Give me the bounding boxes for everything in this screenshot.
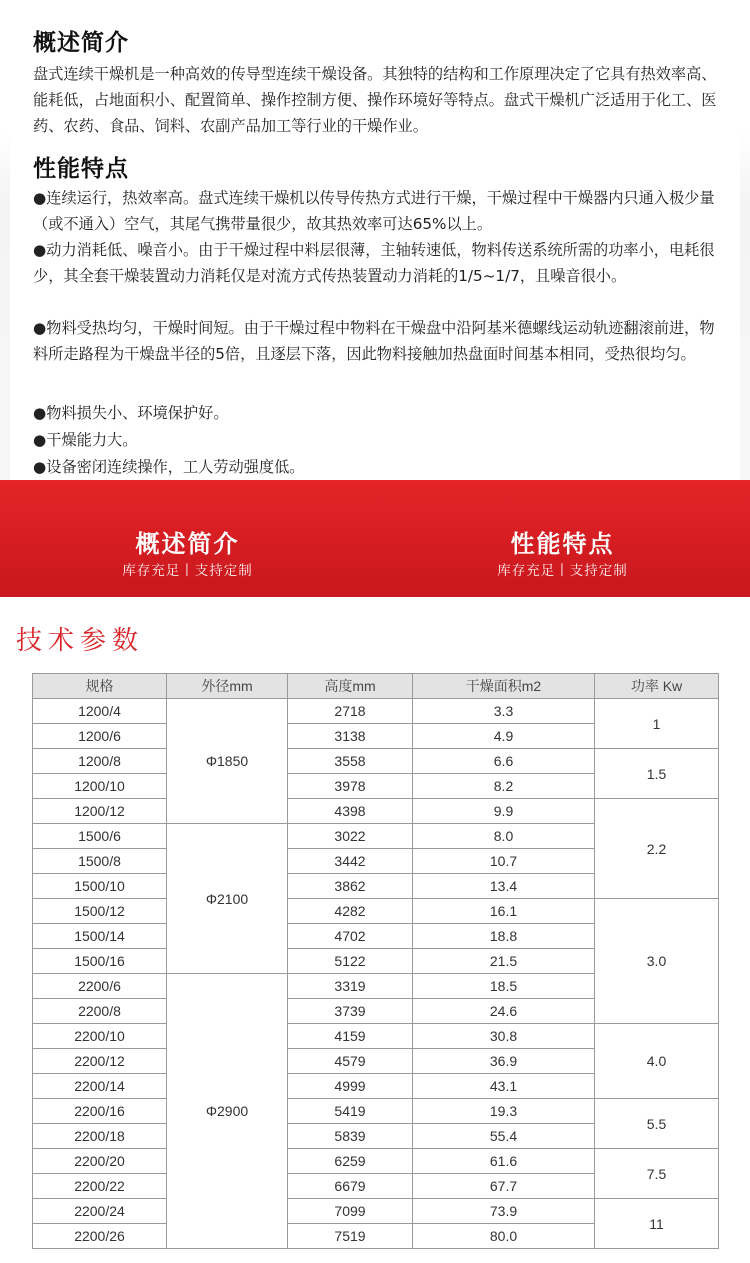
drying-area-cell: 9.9 [413,799,595,824]
drying-area-cell: 80.0 [413,1224,595,1249]
spec-model-cell: 2200/22 [33,1174,167,1199]
drying-area-cell: 8.0 [413,824,595,849]
height-cell: 3978 [288,774,413,799]
drying-area-cell: 4.9 [413,724,595,749]
header-cell: 功率 Kw [595,674,719,699]
banner-overview-title: 概述简介 [135,530,240,558]
spec-model-cell: 1500/6 [33,824,167,849]
spec-model-cell: 1500/14 [33,924,167,949]
banner-features-link[interactable] [375,480,750,597]
table-row [33,749,719,774]
banner-features-title: 性能特点 [510,530,615,558]
outer-diameter-cell: Φ2900 [167,974,288,1249]
red-banner [0,480,750,597]
feature-item-4: ●物料损失小、环境保护好。 [33,404,229,422]
power-cell: 7.5 [595,1149,719,1199]
spec-model-cell: 2200/6 [33,974,167,999]
drying-area-cell: 8.2 [413,774,595,799]
power-cell: 3.0 [595,899,719,1024]
spec-table-head [33,674,719,699]
feature-item-5: ●干燥能力大。 [33,431,138,449]
drying-area-cell: 55.4 [413,1124,595,1149]
spec-model-cell: 1200/12 [33,799,167,824]
spec-model-cell: 2200/18 [33,1124,167,1149]
drying-area-cell: 10.7 [413,849,595,874]
drying-area-cell: 43.1 [413,1074,595,1099]
outer-diameter-cell: Φ2100 [167,824,288,974]
power-cell: 2.2 [595,799,719,899]
header-cell: 规格 [33,674,167,699]
spec-table [32,673,719,1249]
height-cell: 6259 [288,1149,413,1174]
spec-model-cell: 2200/14 [33,1074,167,1099]
spec-model-cell: 1500/12 [33,899,167,924]
drying-area-cell: 13.4 [413,874,595,899]
height-cell: 2718 [288,699,413,724]
spec-model-cell: 2200/8 [33,999,167,1024]
height-cell: 3558 [288,749,413,774]
drying-area-cell: 16.1 [413,899,595,924]
banner-overview-link[interactable] [0,480,375,597]
height-cell: 5122 [288,949,413,974]
table-row [33,799,719,824]
spec-model-cell: 2200/26 [33,1224,167,1249]
height-cell: 3739 [288,999,413,1024]
drying-area-cell: 6.6 [413,749,595,774]
table-row [33,1199,719,1224]
height-cell: 3022 [288,824,413,849]
drying-area-cell: 21.5 [413,949,595,974]
power-cell: 5.5 [595,1099,719,1149]
features-title: 性能特点 [33,156,129,182]
height-cell: 3442 [288,849,413,874]
drying-area-cell: 30.8 [413,1024,595,1049]
spec-model-cell: 2200/10 [33,1024,167,1049]
feature-item-3: ●物料受热均匀，干燥时间短。由于干燥过程中物料在干燥盘中沿阿基米德螺线运动轨迹翻滚前进，物料所走路程为干燥盘半径的5倍，且逐层下落，因此物料接触加热盘面时间基本相同，受热很均匀。 [33,319,715,363]
height-cell: 7519 [288,1224,413,1249]
height-cell: 4579 [288,1049,413,1074]
spec-model-cell: 2200/12 [33,1049,167,1074]
header-cell: 外径mm [167,674,288,699]
table-row [33,1024,719,1049]
height-cell: 4398 [288,799,413,824]
drying-area-cell: 19.3 [413,1099,595,1124]
height-cell: 4159 [288,1024,413,1049]
drying-area-cell: 18.5 [413,974,595,999]
power-cell: 11 [595,1199,719,1249]
header-row [33,674,719,699]
drying-area-cell: 67.7 [413,1174,595,1199]
intro-section [0,0,750,480]
spec-model-cell: 1200/8 [33,749,167,774]
params-title: 技术参数 [16,626,145,656]
outer-diameter-cell: Φ1850 [167,699,288,824]
drying-area-cell: 18.8 [413,924,595,949]
spec-model-cell: 1200/6 [33,724,167,749]
feature-item-6: ●设备密闭连续操作，工人劳动强度低。 [33,458,305,476]
drying-area-cell: 36.9 [413,1049,595,1074]
feature-item-2: ●动力消耗低、噪音小。由于干燥过程中料层很薄，主轴转速低，物料传送系统所需的功率小，电耗很少，其全套干燥装置动力消耗仅是对流方式传热装置动力消耗的1/5~1/7，且噪音很小。 [33,241,715,285]
height-cell: 5419 [288,1099,413,1124]
banner-overview-sub: 库存充足丨支持定制 [122,563,253,579]
header-cell: 高度mm [288,674,413,699]
height-cell: 4702 [288,924,413,949]
spec-model-cell: 1500/8 [33,849,167,874]
spec-model-cell: 1500/16 [33,949,167,974]
drying-area-cell: 61.6 [413,1149,595,1174]
spec-model-cell: 2200/24 [33,1199,167,1224]
spec-model-cell: 2200/16 [33,1099,167,1124]
banner-features-sub: 库存充足丨支持定制 [497,563,628,579]
height-cell: 3138 [288,724,413,749]
drying-area-cell: 3.3 [413,699,595,724]
height-cell: 5839 [288,1124,413,1149]
header-cell: 干燥面积m2 [413,674,595,699]
overview-text: 盘式连续干燥机是一种高效的传导型连续干燥设备。其独特的结构和工作原理决定了它具有热效率高、能耗低，占地面积小、配置简单、操作控制方便、操作环境好等特点。盘式干燥机广泛适用于化工、医药、农药、食品、饲料、农副产品加工等行业的干燥作业。 [33,65,717,135]
spec-model-cell: 2200/20 [33,1149,167,1174]
table-row [33,699,719,724]
spec-model-cell: 1500/10 [33,874,167,899]
spec-model-cell: 1200/4 [33,699,167,724]
table-row [33,1149,719,1174]
height-cell: 3319 [288,974,413,999]
spec-model-cell: 1200/10 [33,774,167,799]
power-cell: 1.5 [595,749,719,799]
height-cell: 4282 [288,899,413,924]
height-cell: 4999 [288,1074,413,1099]
height-cell: 3862 [288,874,413,899]
power-cell: 4.0 [595,1024,719,1099]
height-cell: 7099 [288,1199,413,1224]
overview-title: 概述简介 [33,30,129,56]
table-row [33,899,719,924]
table-row [33,1099,719,1124]
power-cell: 1 [595,699,719,749]
spec-table-body [33,699,719,1249]
feature-item-1: ●连续运行，热效率高。盘式连续干燥机以传导传热方式进行干燥，干燥过程中干燥器内只通入极少量（或不通入）空气，其尾气携带量很少，故其热效率可达65%以上。 [33,189,715,233]
drying-area-cell: 73.9 [413,1199,595,1224]
height-cell: 6679 [288,1174,413,1199]
drying-area-cell: 24.6 [413,999,595,1024]
